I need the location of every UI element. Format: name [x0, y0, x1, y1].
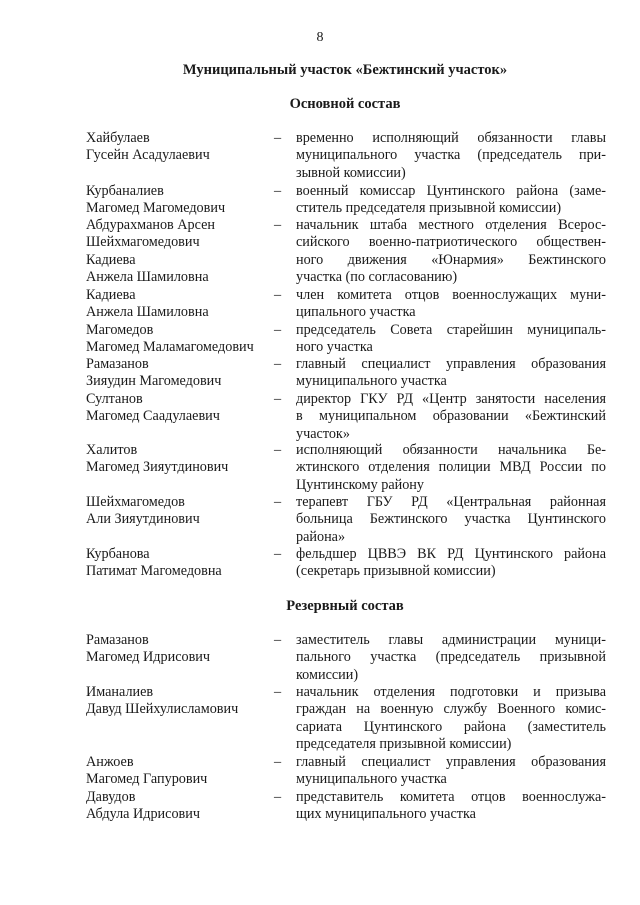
role-line: начальник отделения подготовки и призыва [296, 684, 606, 700]
dash-separator: – [274, 391, 282, 407]
role-line: в муниципальном образовании «Бежтинский [296, 408, 606, 425]
role-line: Цунтинскому району [296, 476, 424, 493]
member-name [86, 287, 271, 322]
role-line: щих муниципального участка [296, 806, 476, 823]
member-given-names: Магомед Магомедович [86, 200, 226, 217]
member-given-names: Магомед Саадулаевич [86, 408, 220, 425]
member-name [86, 494, 271, 529]
member-given-names: Анжела Шамиловна [86, 304, 209, 321]
role-line: ститель председателя призывной комиссии) [296, 200, 562, 217]
member-name [86, 183, 271, 218]
member-role [296, 217, 606, 287]
role-line: пального участка (председатель призывной [296, 649, 606, 666]
role-line: начальник штаба местного отделения Всерос- [296, 217, 606, 233]
member-role [296, 130, 606, 182]
role-line: муниципального участка [296, 771, 447, 788]
role-line: терапевт ГБУ РД «Центральная районная [296, 494, 606, 510]
member-name [86, 391, 271, 426]
dash-separator: – [274, 754, 282, 770]
role-line: района» [296, 528, 346, 545]
member-name [86, 632, 271, 667]
member-given-names: Зияудин Магомедович [86, 373, 222, 390]
member-given-names: Патимат Магомедовна [86, 563, 222, 580]
member-given-names: Магомед Гапурович [86, 771, 208, 788]
role-line: председателя призывной комиссии) [296, 736, 512, 753]
member-surname: Рамазанов [86, 356, 149, 372]
member-surname: Анжоев [86, 754, 134, 770]
member-surname: Курбаналиев [86, 183, 164, 199]
role-line: ципального участка [296, 304, 416, 321]
dash-separator: – [274, 183, 282, 199]
dash-separator: – [274, 287, 282, 303]
dash-separator: – [274, 322, 282, 338]
member-given-names: Магомед Идрисович [86, 649, 211, 666]
member-surname: Иманалиев [86, 684, 154, 700]
member-name [86, 546, 271, 581]
role-line: главный специалист управления образования [296, 356, 606, 372]
role-line: сариата Цунтинского района (заместитель [296, 718, 606, 735]
dash-separator: – [274, 684, 282, 700]
role-line: директор ГКУ РД «Центр занятости населения [296, 391, 606, 407]
member-surname: Халитов [86, 442, 138, 458]
member-given-names: Али Зияутдинович [86, 511, 200, 528]
member-surname: Давудов [86, 789, 136, 805]
member-role [296, 442, 606, 494]
member-surname: Султанов [86, 391, 143, 407]
dash-separator: – [274, 632, 282, 648]
role-line: временно исполняющий обязанности главы [296, 130, 606, 146]
dash-separator: – [274, 130, 282, 146]
dash-separator: – [274, 217, 282, 233]
member-given-names: Абдула Идрисович [86, 806, 200, 823]
member-role [296, 754, 606, 789]
member-role [296, 322, 606, 357]
dash-separator: – [274, 442, 282, 458]
member-role [296, 287, 606, 322]
member-given-names: Анжела Шамиловна [86, 269, 209, 286]
member-name [86, 322, 271, 357]
role-line: жтинского отделения полиции МВД России по [296, 459, 606, 476]
dash-separator: – [274, 494, 282, 510]
member-role [296, 391, 606, 443]
main-composition-heading: Основной состав [289, 96, 401, 112]
member-given-names: Магомед Зияутдинович [86, 459, 229, 476]
member-name [86, 356, 271, 391]
role-line: зывной комиссии) [296, 164, 406, 181]
member-role [296, 494, 606, 546]
member-role [296, 183, 606, 218]
member-role [296, 632, 606, 684]
role-line: сийского военно-патриотического обществен- [296, 234, 606, 251]
member-name [86, 754, 271, 789]
role-line: ного движения «Юнармия» Бежтинского [296, 251, 606, 268]
member-given-names: Давуд Шейхулисламович [86, 701, 239, 718]
member-name [86, 789, 271, 824]
role-line: (секретарь призывной комиссии) [296, 563, 496, 580]
member-surname: Шейхмагомедов [86, 494, 185, 510]
role-line: главный специалист управления образования [296, 754, 606, 770]
member-given-names: Гусейн Асадулаевич [86, 147, 210, 164]
member-surname: Абдурахманов Арсен [86, 217, 215, 233]
member-surname: Курбанова [86, 546, 150, 562]
role-line: комиссии) [296, 666, 359, 683]
role-line: исполняющий обязанности начальника Бе- [296, 442, 606, 458]
role-line: заместитель главы администрации муници- [296, 632, 606, 648]
member-surname: Хайбулаев [86, 130, 150, 146]
member-given-names: Шейхмагомедович [86, 234, 200, 251]
dash-separator: – [274, 356, 282, 372]
member-name [86, 442, 271, 477]
member-role [296, 356, 606, 391]
role-line: муниципального участка (председатель при- [296, 147, 606, 164]
member-surname: Рамазанов [86, 632, 149, 648]
page-number: 8 [316, 30, 324, 45]
member-surname: Кадиева [86, 287, 136, 303]
role-line: военный комиссар Цунтинского района (заме- [296, 183, 606, 199]
member-name [86, 217, 271, 287]
dash-separator: – [274, 789, 282, 805]
member-name [86, 130, 271, 165]
member-role [296, 546, 606, 581]
member-given-names: Магомед Маламагомедович [86, 339, 254, 356]
reserve-composition-heading: Резервный состав [286, 598, 404, 614]
dash-separator: – [274, 546, 282, 562]
role-line: фельдшер ЦВВЭ ВК РД Цунтинского района [296, 546, 606, 562]
role-line: член комитета отцов военнослужащих муни- [296, 287, 606, 303]
role-line: граждан на военную службу Военного комис- [296, 701, 606, 718]
page-title: Муниципальный участок «Бежтинский участок» [182, 62, 508, 78]
role-line: больница Бежтинского участка Цунтинского [296, 511, 606, 528]
role-line: участка (по согласованию) [296, 269, 458, 286]
role-line: председатель Совета старейшин муниципаль- [296, 322, 606, 338]
member-role [296, 789, 606, 824]
role-line: ного участка [296, 339, 373, 356]
member-role [296, 684, 606, 754]
role-line: участок» [296, 425, 350, 442]
role-line: представитель комитета отцов военнослужа- [296, 789, 606, 805]
member-name [86, 684, 271, 719]
member-surname: Магомедов [86, 322, 154, 338]
member-surname: Кадиева [86, 251, 136, 268]
role-line: муниципального участка [296, 373, 447, 390]
